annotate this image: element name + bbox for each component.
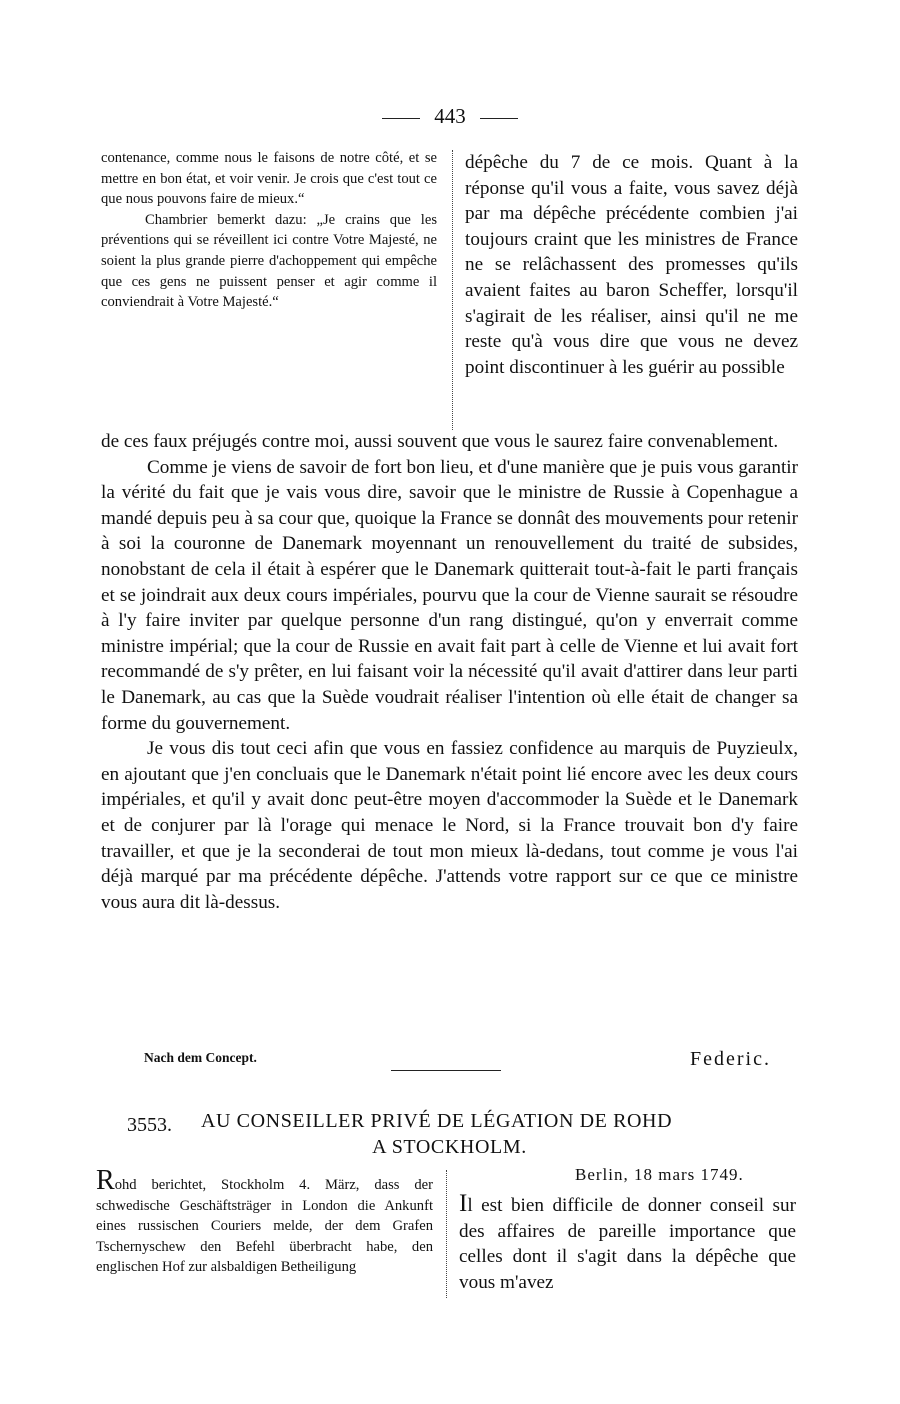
drop-initial: I <box>459 1190 468 1217</box>
body-paragraph: Je vous dis tout ceci afin que vous en fassiez confidence au marquis de Puyzieulx, en ajoutant que j'en concluais que le Danemark n'était point lié encore avec les deux cours impériales, et qu'il y avait donc peut-être moyen d'accommoder la Suède et le Danemark et de conjurer par là l'orage qui menace le Nord, si la France trouvait bon d'y faire travailler, et que je la seconderai de tout mon mieux là-dedans, tout comme je vous l'ai déjà marqué par ma précédente dépêche. J'attends votre rapport sur ce que ce ministre vous aura dit là-dessus. <box>101 738 798 913</box>
header-rule-right <box>480 118 518 119</box>
main-column-bottom <box>459 1191 796 1295</box>
body-paragraph: Comme je viens de savoir de fort bon lieu, et d'une manière que je puis vous garantir la vérité du fait que je vais vous dire, savoir que le ministre de Russie à Copenhague a mandé depuis peu à sa cour que, quoique la France se donnât des mouvements pour retenir à soi la couronne de Danemark moyennant un renouvellement du traité de subsides, nonobstant de cela il était à espérer que le Danemark quitterait tout-à-fait le parti français et se joindrait aux deux cours impériales, pourvu que la cour de Vienne saurait se résoudre à l'y faire inviter par quelque personne d'un rang distingué, qu'on y enverrait comme ministre impérial; que la cour de Russie en avait fait part à celle de Vienne et lui avait fort recommandé de s'y prêter, en lui faisant voir la nécessité qu'il avait d'attirer dans leur parti le Danemark, au cas que la Suède voudrait réaliser l'intention où elle était de changer sa forme du gouvernement. <box>101 456 798 734</box>
page-header <box>0 104 900 129</box>
drop-initial: R <box>96 1165 115 1196</box>
footnote-text: ohd berichtet, Stockholm 4. März, dass der schwedische Geschäftsträger in London die Ankunft eines russischen Couriers melde, der dem Grafen Tschernyschew den Befehl überbracht habe, den englischen Hof zur alsbaldigen Betheiligung <box>96 1177 433 1276</box>
main-column-top <box>465 150 798 380</box>
letter-title-line1: AU CONSEILLER PRIVÉ DE LÉGATION DE ROHD <box>201 1110 673 1132</box>
section-rule <box>391 1070 501 1071</box>
footnote-paragraph: contenance, comme nous le faisons de notre côté, et se mettre en bon état, et voir venir. Je crois que c'est tout ce que nous pouvons faire de mieux.“ <box>101 150 437 208</box>
header-rule-left <box>382 118 420 119</box>
column-separator <box>452 150 453 430</box>
signature: Federic. <box>690 1048 771 1070</box>
closing-row <box>101 1048 771 1078</box>
letter-body <box>101 429 798 915</box>
footnote-column-top <box>101 148 437 313</box>
dateline: Berlin, 18 mars 1749. <box>575 1165 744 1184</box>
source-note: Nach dem Concept. <box>144 1050 257 1065</box>
letter-number: 3553. <box>127 1114 172 1136</box>
page-number: 443 <box>434 104 466 128</box>
body-paragraph: de ces faux préjugés contre moi, aussi souvent que vous le saurez faire convenablement. <box>101 431 779 452</box>
footnote-column-bottom <box>96 1165 433 1278</box>
footnote-paragraph <box>96 1165 433 1278</box>
main-text: l est bien difficile de donner conseil sur des affaires de pareille importance que celles dont il s'agit dans la dépêche que vous m'avez <box>459 1195 796 1293</box>
main-paragraph <box>459 1191 796 1295</box>
column-separator <box>446 1170 447 1298</box>
main-paragraph: dépêche du 7 de ce mois. Quant à la réponse qu'il vous a faite, vous savez déjà par ma dépêche précédente combien j'ai toujours craint que les ministres de France ne se relâchassent des promesses qu'ils avaient faites au baron Scheffer, lorsqu'il s'agirait de les réaliser, ainsi qu'il ne me reste qu'à vous dire que vous ne devez point discontinuer à les guérir au possible <box>465 152 798 378</box>
letter-title-line2: A STOCKHOLM. <box>372 1136 527 1158</box>
footnote-paragraph: Chambrier bemerkt dazu: „Je crains que les préventions qui se réveillent ici contre Votre Majesté, ne soient la plus grande pierre d'achoppement qui empêche que ces gens ne puissent penser et agir comme il conviendrait à Votre Majesté.“ <box>101 211 437 311</box>
